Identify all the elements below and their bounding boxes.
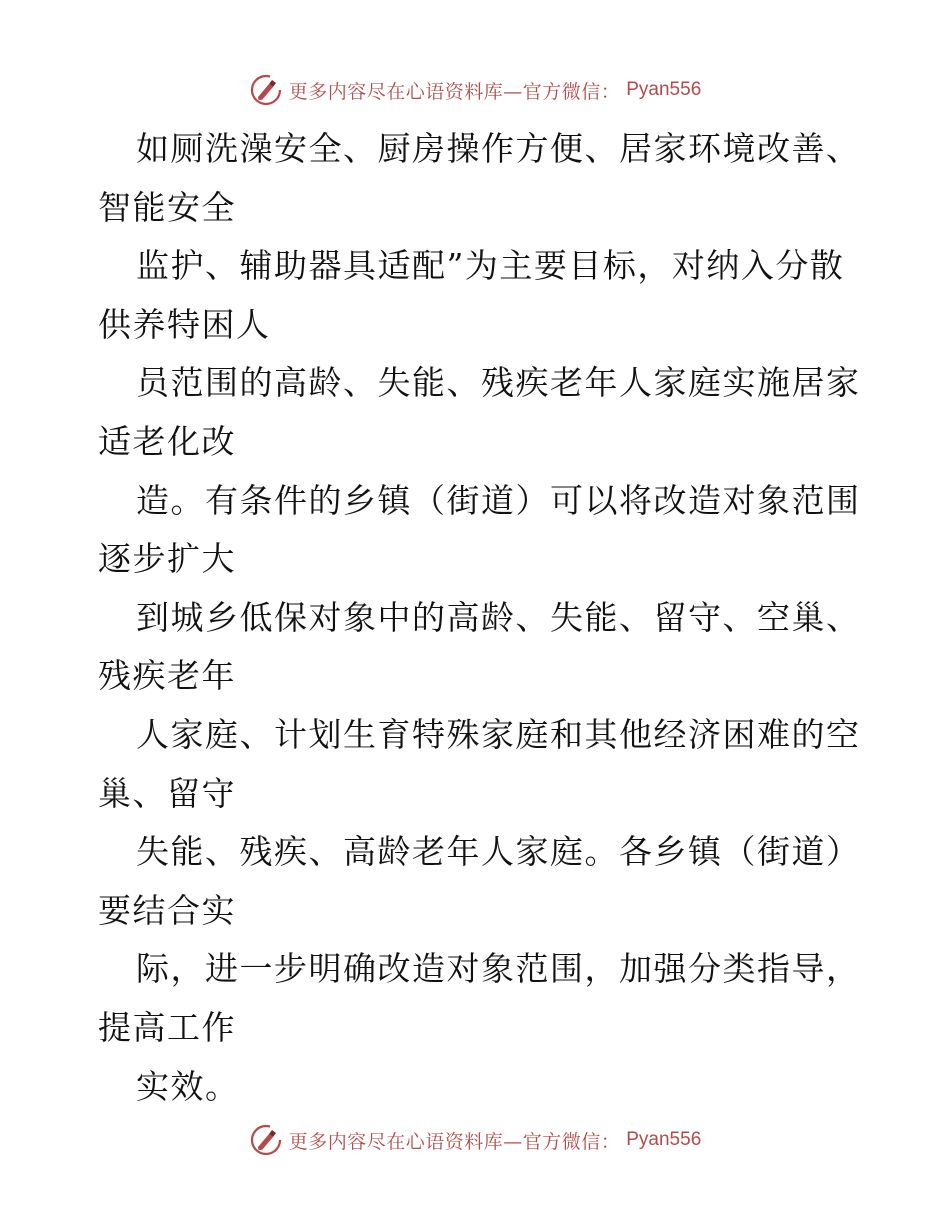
text-line: 供养特困人 [98,304,271,344]
text-line: 适老化改 [98,421,236,461]
text-line: 如厕洗澡安全、厨房操作方便、居家环境改善、 [136,129,861,168]
text-line: 人家庭、计划生育特殊家庭和其他经济困难的空 [136,714,861,754]
paragraph [98,120,861,1116]
text-line: 逐步扩大 [98,539,236,579]
text-line: 到城乡低保对象中的高龄、失能、留守、空巢、 [136,597,861,637]
ink-pen-logo-icon [249,73,283,107]
text-line: 监护、辅助器具适配”为主要目标，对纳入分散 [136,246,845,286]
text-line: 实效。 [136,1066,240,1106]
text-line: 智能安全 [98,187,236,227]
text-line: 员范围的高龄、失能、残疾老年人家庭实施居家 [136,363,861,403]
text-line: 残疾老年 [98,656,236,696]
text-line: 际，进一步明确改造对象范围，加强分类指导， [136,949,861,989]
text-line: 要结合实 [98,890,236,930]
ink-pen-logo-icon [249,1123,283,1157]
watermark-text: 更多内容尽在心语资料库—官方微信： [288,80,621,103]
watermark-handle: Pyan556 [626,1129,702,1150]
footer-watermark [0,1122,950,1158]
header-watermark [0,72,950,108]
document-body [98,120,861,1116]
watermark-text: 更多内容尽在心语资料库—官方微信： [288,1130,621,1153]
watermark-handle: Pyan556 [626,79,702,100]
text-line: 巢、留守 [98,773,236,813]
text-line: 造。有条件的乡镇（街道）可以将改造对象范围 [136,480,861,520]
text-line: 提高工作 [98,1007,236,1047]
text-line: 失能、残疾、高龄老年人家庭。各乡镇（街道） [136,832,861,872]
